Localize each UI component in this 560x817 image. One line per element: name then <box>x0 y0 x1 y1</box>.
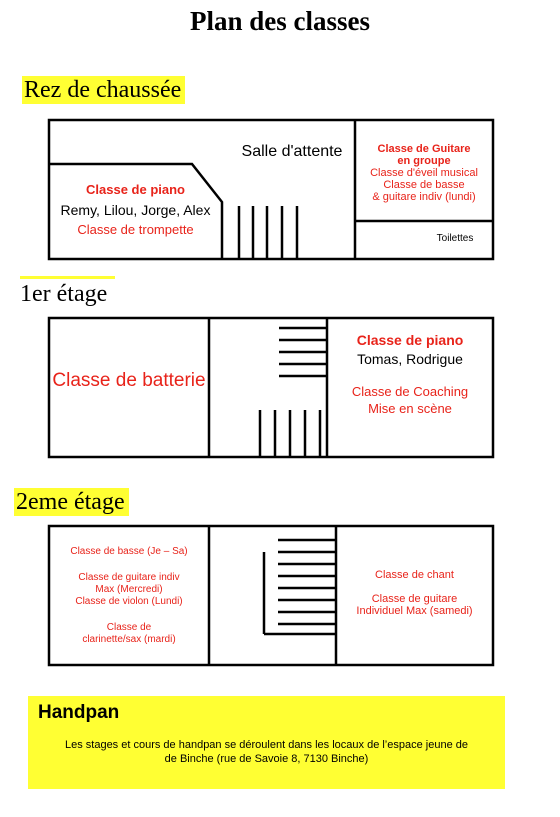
second-guitare-indiv-1: Classe de guitare indiv <box>78 572 180 583</box>
second-guitare-indiv-2: Max (Mercredi) <box>95 584 163 595</box>
first-room-piano <box>327 332 493 417</box>
ground-room-piano <box>49 182 222 238</box>
floor-label-second: 2eme étage <box>14 488 129 516</box>
second-basse: Classe de basse (Je – Sa) <box>70 546 188 557</box>
second-room-left <box>49 546 209 646</box>
handpan-text-line-2: de Binche (rue de Savoie 8, 7130 Binche) <box>164 753 369 765</box>
second-chant: Classe de chant <box>375 569 454 581</box>
ground-guitare-groupe-1: Classe de Guitare <box>377 143 471 155</box>
ground-guitare-groupe-2: en groupe <box>397 155 451 167</box>
second-clarinette-1: Classe de <box>106 622 152 633</box>
first-piano-title: Classe de piano <box>356 332 464 348</box>
ground-piano-title: Classe de piano <box>86 182 185 197</box>
second-room-right <box>336 569 493 617</box>
first-room-batterie: Classe de batterie <box>52 370 206 391</box>
first-piano-students: Tomas, Rodrigue <box>357 350 463 367</box>
handpan-box <box>28 696 505 789</box>
ground-basse-1: Classe de basse <box>383 179 465 191</box>
first-stairs-lower <box>260 410 320 457</box>
handpan-text-line-1: Les stages et cours de handpan se déroulent dans les locaux de l’espace jeune de <box>64 739 468 751</box>
second-guitare-max-1: Classe de guitare <box>371 593 458 605</box>
ground-eveil: Classe d'éveil musical <box>370 167 478 179</box>
ground-room-salle-attente: Salle d'attente <box>241 143 343 160</box>
second-stairs <box>264 540 336 634</box>
first-coaching-1: Classe de Coaching <box>351 383 469 399</box>
ground-room-toilettes: Toilettes <box>436 233 474 244</box>
ground-trompette: Classe de trompette <box>77 222 194 238</box>
ground-basse-2: & guitare indiv (lundi) <box>372 191 476 203</box>
first-coaching-2: Mise en scène <box>368 401 452 417</box>
second-guitare-max-2: Individuel Max (samedi) <box>356 605 473 617</box>
second-violon: Classe de violon (Lundi) <box>75 596 183 607</box>
ground-piano-students: Remy, Lilou, Jorge, Alex <box>60 201 211 218</box>
ground-stairs <box>239 206 297 259</box>
floor-label-ground: Rez de chaussée <box>22 76 185 104</box>
handpan-title: Handpan <box>38 702 120 723</box>
floor-label-first: 1er étage <box>20 281 108 307</box>
ground-room-guitare <box>355 143 493 203</box>
second-clarinette-2: clarinette/sax (mardi) <box>82 634 176 645</box>
page-title: Plan des classes <box>189 6 370 36</box>
first-stairs-upper <box>279 328 327 376</box>
handpan-text <box>28 738 505 766</box>
